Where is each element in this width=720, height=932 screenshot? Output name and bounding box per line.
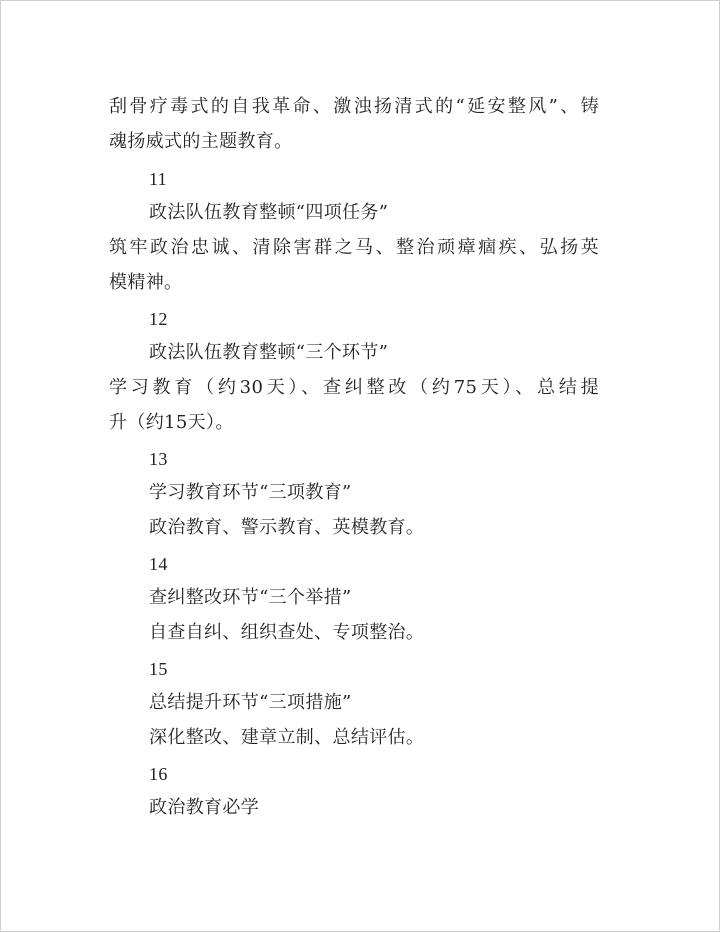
item-number: 14: [149, 554, 168, 574]
item-number: 12: [149, 309, 168, 329]
paragraph-line: 刮骨疗毒式的自我革命、激浊扬清式的“延安整风”、铸: [109, 96, 599, 117]
item-number: 16: [149, 764, 168, 784]
item-number: 15: [149, 659, 168, 679]
paragraph-line: 学习教育（约30天）、查纠整改（约75天）、总结提: [109, 377, 599, 398]
paragraph-line: 自查自纠、组织查处、专项整治。: [149, 622, 425, 643]
item-number: 13: [149, 449, 168, 469]
paragraph-line: 筑牢政治忠诚、清除害群之马、整治顽瘴痼疾、弘扬英: [109, 237, 599, 258]
item-number: 11: [149, 169, 168, 189]
paragraph-line: 模精神。: [109, 272, 183, 293]
item-heading: 政治教育必学: [149, 797, 260, 818]
item-heading: 学习教育环节“三项教育”: [149, 482, 352, 503]
paragraph-line: 升（约15天）。: [109, 412, 234, 433]
item-heading: 查纠整改环节“三个举措”: [149, 587, 352, 608]
paragraph-line: 政治教育、警示教育、英模教育。: [149, 517, 425, 538]
item-heading: 总结提升环节“三项措施”: [149, 692, 352, 713]
item-heading: 政法队伍教育整顿“四项任务”: [149, 202, 389, 223]
paragraph-line: 深化整改、建章立制、总结评估。: [149, 727, 425, 748]
paragraph-line: 魂扬威式的主题教育。: [109, 131, 293, 152]
item-heading: 政法队伍教育整顿“三个环节”: [149, 342, 389, 363]
